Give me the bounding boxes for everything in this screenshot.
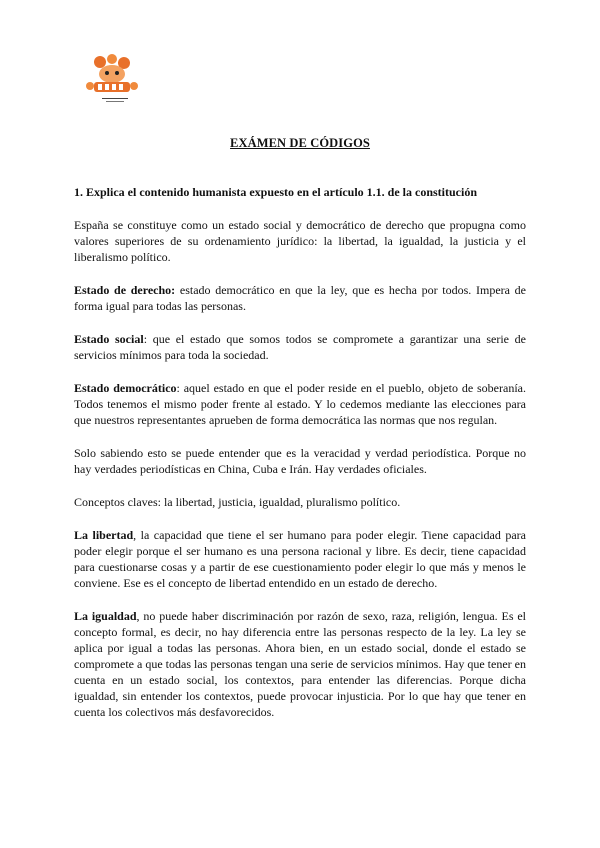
site-logo	[82, 52, 144, 106]
igualdad-term: La igualdad	[74, 609, 137, 623]
estado-democratico-text: : aquel estado en que el poder reside en el pueblo, objeto de soberanía. Todos tenemos el mismo poder frente al estado. Y lo cedemos mediante las elecciones para que nuestros representantes aprueben de forma democrática las normas que nos regulan.	[74, 381, 526, 427]
estado-derecho-text: estado democrático en que la ley, que es hecha por todos. Impera de forma igual para todas las personas.	[74, 283, 526, 313]
estado-derecho-paragraph	[74, 282, 526, 314]
intro-paragraph: España se constituye como un estado social y democrático de derecho que propugna como valores superiores de su ordenamiento jurídico: la libertad, la igualdad, la justicia y el liberalismo político.	[74, 218, 526, 264]
conceptos-paragraph: Conceptos claves: la libertad, justicia, igualdad, pluralismo político.	[74, 495, 401, 509]
estado-democratico-paragraph	[74, 380, 526, 428]
igualdad-paragraph	[74, 608, 526, 720]
libertad-text: , la capacidad que tiene el ser humano para poder elegir. Tiene capacidad para poder elegir porque el ser humano es una persona racional y libre. Es decir, tiene capacidad para cuestionarse cosas y a partir de ese cuestionamiento poder elegir lo que más y menos le conviene. Ese es el concepto de libertad entendido en un estado de derecho.	[74, 528, 526, 590]
estado-social-text: : que el estado que somos todos se compromete a garantizar una serie de servicios mínimos para toda la sociedad.	[74, 332, 526, 362]
libertad-paragraph	[74, 527, 526, 591]
igualdad-text: , no puede haber discriminación por razón de sexo, raza, religión, lengua. Es el concepto formal, es decir, no hay diferencia entre las personas respecto de la ley. La ley se aplica por igual a todas las personas. Ahora bien, en un estado social, donde el estado se compromete a que todas las personas tengan una serie de servicios mínimos. Hay que tener en cuenta en un estado social, los contextos, para entender las diferencias. Porque dicha igualdad, sin entender los contextos, puede provocar injusticia. Por lo que hay que tener en cuenta los colectivos más desfavorecidos.	[74, 609, 526, 719]
logo-mascot-icon	[82, 52, 144, 106]
estado-democratico-term: Estado democrático	[74, 381, 177, 395]
estado-social-term: Estado social	[74, 332, 144, 346]
page-title: EXÁMEN DE CÓDIGOS	[230, 136, 370, 150]
estado-derecho-term: Estado de derecho:	[74, 283, 176, 297]
question-heading: 1. Explica el contenido humanista expuesto en el artículo 1.1. de la constitución	[74, 185, 478, 199]
veracidad-paragraph: Solo sabiendo esto se puede entender que es la veracidad y verdad periodística. Porque no hay verdades periodísticas en China, Cuba e Irán. Hay verdades oficiales.	[74, 446, 526, 476]
libertad-term: La libertad	[74, 528, 134, 542]
document-body	[74, 184, 526, 737]
estado-social-paragraph	[74, 331, 526, 363]
